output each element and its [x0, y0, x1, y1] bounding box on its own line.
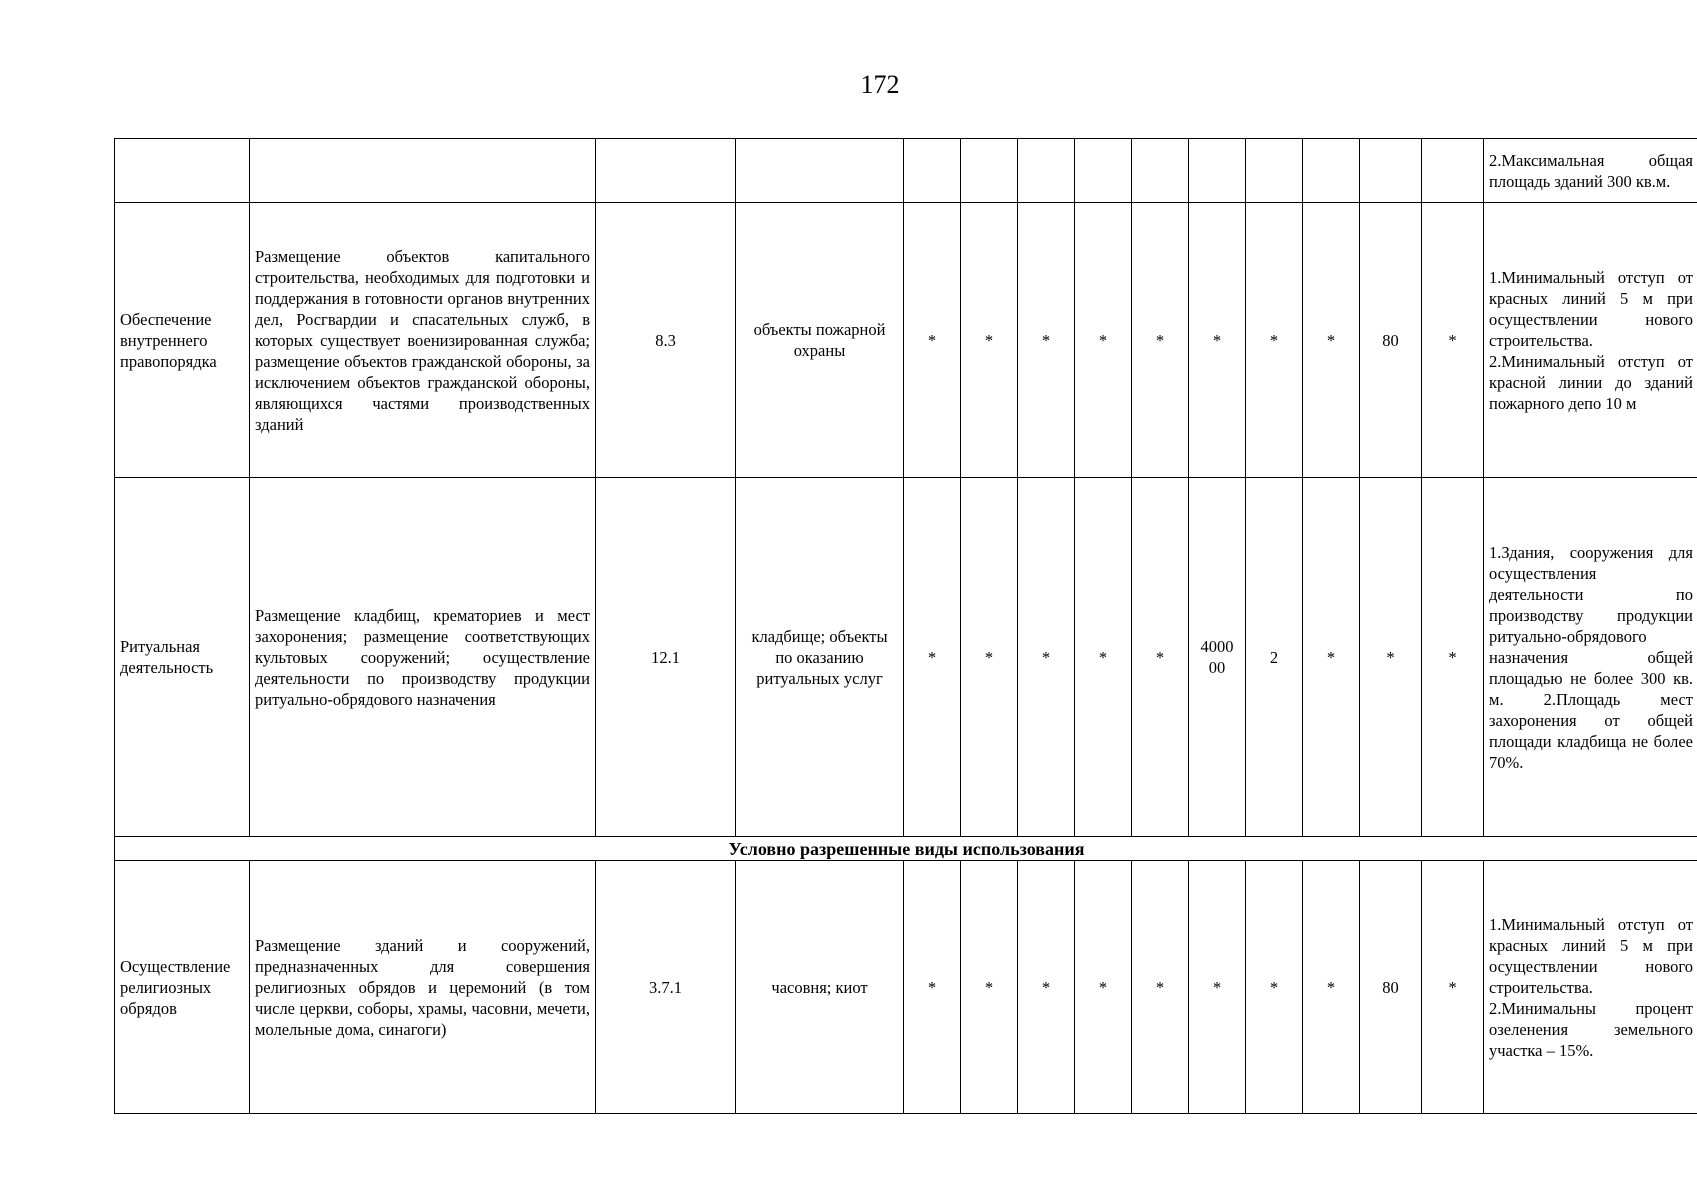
use-description	[250, 139, 596, 203]
param-cell	[1303, 139, 1360, 203]
use-objects	[736, 139, 904, 203]
param-cell: *	[961, 203, 1018, 478]
param-cell: *	[1422, 478, 1484, 837]
param-cell: *	[961, 478, 1018, 837]
param-cell: *	[1303, 861, 1360, 1114]
zoning-table	[114, 138, 1697, 1114]
use-notes: 1.Минимальный отступ от красных линий 5 м при осуществлении нового строительства. 2.Минимальны процент озеленения земельного участка – 15%.	[1484, 861, 1697, 1114]
param-cell: *	[1246, 861, 1303, 1114]
table-row	[115, 139, 1697, 203]
param-cell: *	[1132, 861, 1189, 1114]
use-name	[115, 139, 250, 203]
param-cell: *	[1018, 861, 1075, 1114]
param-cell: *	[1132, 203, 1189, 478]
param-cell	[904, 139, 961, 203]
use-notes: 1.Здания, сооружения для осуществления деятельности по производству продукции ритуально-обрядового назначения общей площадью не более 300 кв. м. 2.Площадь мест захоронения от общей площади кладбища не более 70%.	[1484, 478, 1697, 837]
table-row	[115, 478, 1697, 837]
use-name: Ритуальная деятельность	[115, 478, 250, 837]
param-cell: *	[1303, 478, 1360, 837]
param-cell	[1246, 139, 1303, 203]
use-description: Размещение зданий и сооружений, предназначенных для совершения религиозных обрядов и церемоний (в том числе церкви, соборы, храмы, часовни, мечети, молельные дома, синагоги)	[250, 861, 596, 1114]
param-cell	[1018, 139, 1075, 203]
param-cell: *	[1422, 861, 1484, 1114]
param-cell: 2	[1246, 478, 1303, 837]
param-cell: *	[1075, 203, 1132, 478]
use-notes: 2.Максимальная общая площадь зданий 300 кв.м.	[1484, 139, 1697, 203]
param-cell: *	[1422, 203, 1484, 478]
use-code: 12.1	[596, 478, 736, 837]
use-objects: кладбище; объекты по оказанию ритуальных услуг	[736, 478, 904, 837]
use-objects: часовня; киот	[736, 861, 904, 1114]
param-cell: *	[1360, 478, 1422, 837]
param-cell	[1132, 139, 1189, 203]
use-notes: 1.Минимальный отступ от красных линий 5 м при осуществлении нового строительства. 2.Минимальный отступ от красной линии до зданий пожарного депо 10 м	[1484, 203, 1697, 478]
use-description: Размещение кладбищ, крематориев и мест захоронения; размещение соответствующих культовых сооружений; осуществление деятельности по производству продукции ритуально-обрядового назначения	[250, 478, 596, 837]
param-cell: 80	[1360, 861, 1422, 1114]
param-cell: *	[1018, 203, 1075, 478]
use-objects: объекты пожарной охраны	[736, 203, 904, 478]
param-cell: *	[904, 478, 961, 837]
param-cell: *	[904, 861, 961, 1114]
param-cell: 80	[1360, 203, 1422, 478]
use-code: 8.3	[596, 203, 736, 478]
page-number: 172	[860, 70, 900, 99]
param-cell: *	[1075, 861, 1132, 1114]
param-cell	[1189, 139, 1246, 203]
param-cell: *	[1132, 478, 1189, 837]
param-cell: *	[1189, 203, 1246, 478]
use-name: Обеспечение внутреннего правопорядка	[115, 203, 250, 478]
param-cell: *	[1189, 861, 1246, 1114]
param-cell: *	[1075, 478, 1132, 837]
use-code	[596, 139, 736, 203]
section-header-row	[115, 837, 1697, 861]
table-row	[115, 203, 1697, 478]
param-cell: *	[904, 203, 961, 478]
param-cell	[1422, 139, 1484, 203]
param-cell: 4000 00	[1189, 478, 1246, 837]
param-cell	[1075, 139, 1132, 203]
use-code: 3.7.1	[596, 861, 736, 1114]
param-cell: *	[1303, 203, 1360, 478]
table-row	[115, 861, 1697, 1114]
param-cell	[961, 139, 1018, 203]
param-cell: *	[1246, 203, 1303, 478]
param-cell: *	[961, 861, 1018, 1114]
param-cell: *	[1018, 478, 1075, 837]
use-name: Осуществление религиозных обрядов	[115, 861, 250, 1114]
use-description: Размещение объектов капитального строительства, необходимых для подготовки и поддержания в готовности органов внутренних дел, Росгвардии и спасательных служб, в которых существует военизированная служба; размещение объектов гражданской обороны, за исключением объектов гражданской обороны, являющихся частями производственных зданий	[250, 203, 596, 478]
param-cell	[1360, 139, 1422, 203]
section-title: Условно разрешенные виды использования	[115, 837, 1697, 861]
